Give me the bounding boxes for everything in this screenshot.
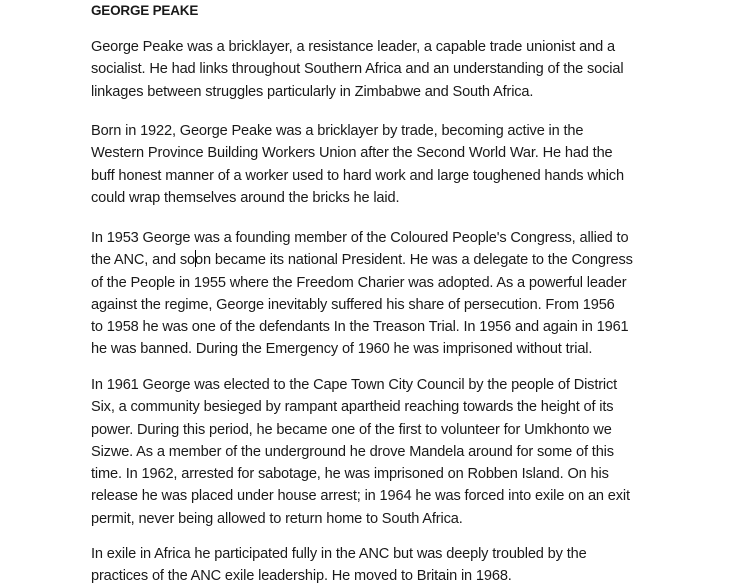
text-line: power. During this period, he became one of the first to volunteer for Umkhonto we (91, 421, 612, 438)
text-line: Born in 1922, George Peake was a bricklayer by trade, becoming active in the (91, 123, 584, 139)
text-line: time. In 1962, arrested for sabotage, he was imprisoned on Robben Island. On his (91, 466, 609, 483)
text-line-with-cursor (91, 249, 701, 271)
text-line: he was banned. During the Emergency of 1960 he was imprisoned without trial. (91, 341, 593, 358)
document-title: GEORGE PEAKE (91, 3, 199, 18)
text-line: George Peake was a bricklayer, a resistance leader, a capable trade unionist and a (91, 39, 615, 55)
paragraph-early-life[interactable] (91, 120, 701, 209)
text-line: linkages between struggles particularly in Zimbabwe and South Africa. (91, 83, 534, 100)
text-line: against the regime, George inevitably suffered his share of persecution. From 1956 (91, 296, 615, 313)
text-line: Six, a community besieged by rampant apartheid reaching towards the height of its (91, 399, 614, 416)
text-line: In exile in Africa he participated fully in the ANC but was deeply troubled by the (91, 546, 587, 562)
paragraph-city-council[interactable] (91, 374, 701, 530)
text-line: permit, never being allowed to return home to South Africa. (91, 510, 463, 527)
text-line: socialist. He had links throughout Southern Africa and an understanding of the social (91, 61, 624, 78)
text-line: could wrap themselves around the bricks he laid. (91, 189, 400, 206)
paragraph-exile[interactable] (91, 543, 701, 588)
text-line: practices of the ANC exile leadership. He moved to Britain in 1968. (91, 568, 512, 585)
text-line: of the People in 1955 where the Freedom Charier was adopted. As a powerful leader (91, 274, 627, 291)
paragraph-congress[interactable] (91, 227, 701, 361)
text-line: Sizwe. As a member of the underground he drove Mandela around for some of this (91, 443, 614, 460)
text-line: to 1958 he was one of the defendants In the Treason Trial. In 1956 and again in 1961 (91, 319, 629, 336)
text-line: In 1953 George was a founding member of the Coloured People's Congress, allied to (91, 230, 629, 246)
text-line: buff honest manner of a worker used to hard work and large toughened hands which (91, 167, 624, 184)
text-line: Western Province Building Workers Union after the Second World War. He had the (91, 145, 613, 162)
text-line: In 1961 George was elected to the Cape Town City Council by the people of District (91, 377, 618, 393)
text-before-cursor: the ANC, and so (91, 252, 196, 269)
paragraph-intro[interactable] (91, 36, 701, 103)
text-line: release he was placed under house arrest; in 1964 he was forced into exile on an exit (91, 488, 630, 505)
text-after-cursor: on became its national President. He was a delegate to the Congress (195, 252, 633, 269)
